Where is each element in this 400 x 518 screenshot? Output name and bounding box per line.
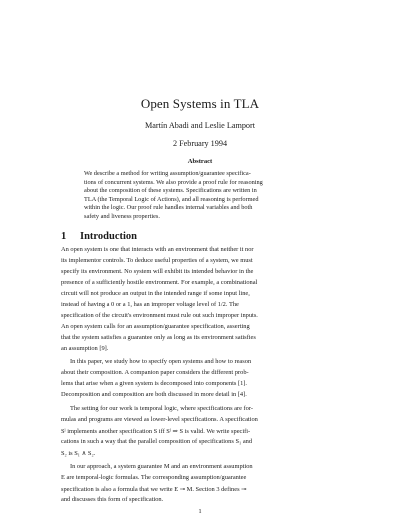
body-line: In our approach, a system guarantee M and an environment assumption [70, 463, 253, 470]
body-line: its implementor controls. To deduce useful properties of a system, we must [61, 257, 253, 264]
abstract-line: TLA (the Temporal Logic of Actions), and all reasoning is performed [84, 195, 259, 203]
paper-authors: Martín Abadi and Leslie Lamport [144, 121, 256, 130]
body-line: The setting for our work is temporal logic, where specifications are for- [70, 405, 254, 412]
page-number: 1 [198, 508, 202, 515]
body-line: circuit will not produce an output in the intended range if some input line, [61, 290, 250, 297]
body-line: E are temporal-logic formulas. The corresponding assumption/guarantee [61, 474, 247, 481]
body-line: lems that arise when a given system is decomposed into components [1]. [61, 380, 247, 387]
body-line: instead of having a 0 or a 1, has an improper voltage level of 1/2. The [61, 301, 239, 308]
abstract-line: within the logic. Our proof rule handles internal variables and both [84, 204, 253, 212]
abstract-line: about the composition of these systems. Specifications are written in [84, 187, 257, 195]
abstract-body [84, 170, 316, 222]
body-line: specification of the circuit's environment must rule out such improper inputs. [61, 312, 258, 319]
body-line: cations in such a way that the parallel composition of specifications S₁ and [61, 438, 253, 445]
section-title: Introduction [80, 231, 137, 242]
body-line: that the system satisfies a guarantee only as long as its environment satisfies [61, 334, 256, 341]
paper-title: Open Systems in TLA [140, 96, 260, 111]
body-line: In this paper, we study how to specify open systems and how to reason [70, 358, 252, 365]
body-line: An open system calls for an assumption/guarantee specification, asserting [61, 323, 250, 330]
body-line: Decomposition and composition are both discussed in more detail in [4]. [61, 391, 247, 398]
body-line: and discusses this form of specification. [61, 496, 164, 503]
abstract-line: safety and liveness properties. [84, 212, 160, 220]
paper-date: 2 February 1994 [172, 139, 228, 148]
body-line: specify its environment. No system will exhibit its intended behavior in the [61, 268, 254, 275]
abstract-line: We describe a method for writing assumption/guarantee specifica- [84, 170, 251, 177]
section-heading [61, 231, 137, 242]
body-line: Sˡ implements another specification S iff Sˡ ⇒ S is valid. We write specifi- [61, 428, 251, 435]
section-number: 1 [61, 231, 67, 242]
abstract-line: tions of concurrent systems. We also provide a proof rule for reasoning [84, 178, 263, 186]
body-line: An open system is one that interacts with an environment that neither it nor [61, 246, 254, 253]
body-line: specification is also a formula that we write E ⊸ M. Section 3 defines ⊸ [61, 486, 247, 493]
abstract-heading: Abstract [187, 158, 213, 165]
body-line: about their composition. A companion paper considers the different prob- [61, 369, 249, 376]
body-line: an assumption [9]. [61, 345, 109, 352]
body-line: mulas and programs are viewed as lower-level specifications. A specification [61, 416, 258, 423]
body-line: presence of a sufficiently hostile environment. For example, a combinational [61, 279, 258, 286]
body-line: S₂ is S₁ ∧ S₂. [61, 450, 96, 457]
